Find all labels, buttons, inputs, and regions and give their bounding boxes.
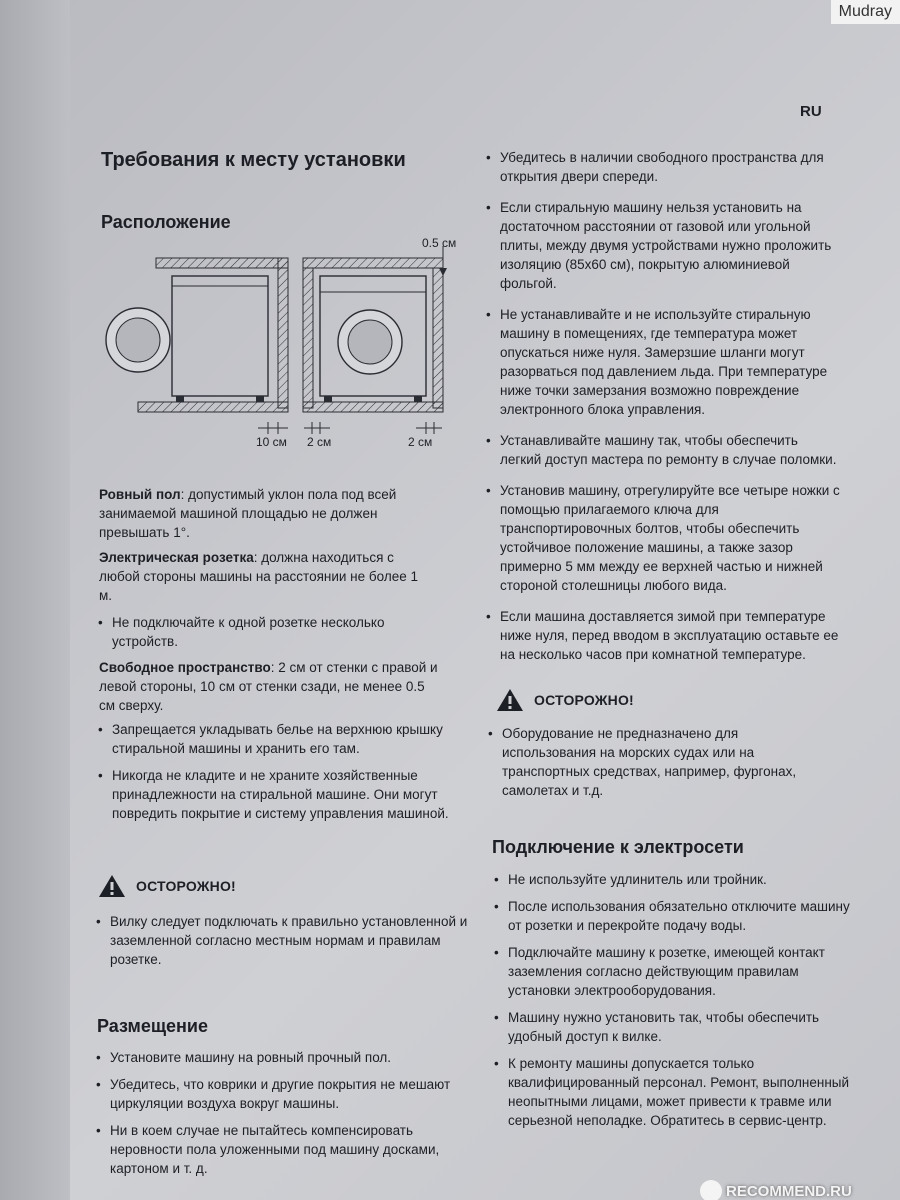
placement-bullets bbox=[92, 1048, 472, 1186]
list-item: • Установите машину на ровный прочный пол. bbox=[92, 1048, 472, 1067]
recommend-logo-icon bbox=[700, 1180, 722, 1200]
space-requirement bbox=[99, 658, 439, 715]
electrical-bullets bbox=[490, 870, 850, 1138]
list-item: • Машину нужно установить так, чтобы обеспечить удобный доступ к вилке. bbox=[490, 1008, 850, 1046]
clearance-diagram bbox=[98, 230, 478, 460]
list-item: • Ни в коем случае не пытайтесь компенсировать неровности пола уложенными под машину досками, картоном и т. д. bbox=[92, 1121, 472, 1178]
list-item: • Не используйте удлинитель или тройник. bbox=[490, 870, 850, 889]
list-item: • После использования обязательно отключите машину от розетки и перекройте подачу воды. bbox=[490, 897, 850, 935]
section-heading-electrical: Подключение к электросети bbox=[492, 837, 744, 857]
warning-bullets-right bbox=[484, 724, 824, 808]
dimension-right bbox=[408, 422, 442, 449]
space-label: Свободное пространство bbox=[99, 660, 271, 675]
socket-requirement bbox=[99, 548, 434, 605]
section-heading-location: Расположение bbox=[101, 212, 231, 232]
watermark-top: Mudray bbox=[831, 0, 900, 24]
section-heading-placement: Размещение bbox=[97, 1016, 208, 1036]
list-item: • К ремонту машины допускается только квалифицированный персонал. Ремонт, выполненный неопытными лицами, может привести к травме или серьезной неполадке. Обратитесь в сервис-центр. bbox=[490, 1054, 850, 1130]
dimension-left bbox=[304, 422, 331, 449]
list-item: • Если машина доставляется зимой при температуре ниже нуля, перед вводом в эксплуатацию оставьте ее на несколько часов при комнатной температуре. bbox=[482, 607, 842, 664]
list-item: • Убедитесь в наличии свободного пространства для открытия двери спереди. bbox=[482, 148, 842, 186]
floor-requirement bbox=[99, 485, 419, 542]
list-item: • Установив машину, отрегулируйте все четыре ножки с помощью прилагаемого ключа для транспортировочных болтов, чтобы обеспечить устойчивое положение машины, а также зазор примерно 5 мм между ее верхней частью и нижней стороной столешницы любого вида. bbox=[482, 481, 842, 595]
list-item: • Никогда не кладите и не храните хозяйственные принадлежности на стиральной машине. Они могут повредить покрытие и систему управления машиной. bbox=[94, 766, 464, 823]
watermark-bottom bbox=[700, 1180, 852, 1200]
warning-title-right: ОСТОРОЖНО! bbox=[534, 692, 634, 708]
list-item: • Если стиральную машину нельзя установить на достаточном расстоянии от газовой или угольной плиты, между двумя устройствами нужно проложить изоляцию (85x60 см), покрытую алюминиевой фольгой. bbox=[482, 198, 842, 293]
space-text: : 2 см от стенки с правой и левой стороны, 10 см от стенки сзади, не менее 0.5 см сверху. bbox=[99, 660, 438, 713]
back-gap-label: 10 см bbox=[256, 435, 287, 449]
list-item: • Убедитесь, что коврики и другие покрытия не мешают циркуляции воздуха вокруг машины. bbox=[92, 1075, 472, 1113]
warning-heading-right bbox=[496, 688, 634, 712]
floor-label: Ровный пол bbox=[99, 487, 181, 502]
warning-triangle-icon bbox=[496, 688, 524, 712]
top-gap-label: 0.5 см bbox=[422, 236, 457, 250]
language-marker: RU bbox=[800, 103, 822, 120]
list-item: • Вилку следует подключать к правильно установленной и заземленной согласно местным нормам и правилам розетке. bbox=[92, 912, 472, 969]
right-bullets bbox=[482, 148, 842, 672]
page-fold-shadow bbox=[0, 0, 70, 1200]
warning-triangle-icon bbox=[98, 874, 126, 898]
warning-heading-left bbox=[98, 874, 236, 898]
page-title: Требования к месту установки bbox=[101, 149, 406, 171]
space-bullets bbox=[94, 720, 464, 831]
list-item: • Не устанавливайте и не используйте стиральную машину в помещениях, где температура может опускаться ниже нуля. Замерзшие шланги могут разорваться под давлением льда. При температуре ниже точки замерзания возможно повреждение электронного блока управления. bbox=[482, 305, 842, 419]
front-view bbox=[303, 258, 443, 412]
socket-label: Электрическая розетка bbox=[99, 550, 254, 565]
socket-text: : должна находиться с любой стороны машины на расстоянии не более 1 м. bbox=[99, 550, 418, 603]
list-item: • Подключайте машину к розетке, имеющей контакт заземления согласно действующим правилам установки электрооборудования. bbox=[490, 943, 850, 1000]
list-item: • Оборудование не предназначено для использования на морских судах или на транспортных средствах, например, фургонах, самолетах и т.д. bbox=[484, 724, 824, 800]
list-item: • Запрещается укладывать белье на верхнюю крышку стиральной машины и хранить его там. bbox=[94, 720, 464, 758]
list-item: • Не подключайте к одной розетке несколько устройств. bbox=[94, 613, 434, 651]
right-gap-label: 2 см bbox=[408, 435, 433, 449]
left-gap-label: 2 см bbox=[307, 435, 332, 449]
list-item: • Устанавливайте машину так, чтобы обеспечить легкий доступ мастера по ремонту в случае поломки. bbox=[482, 431, 842, 469]
dimension-back bbox=[256, 422, 288, 449]
warning-title-left: ОСТОРОЖНО! bbox=[136, 878, 236, 894]
floor-text: : допустимый уклон пола под всей занимаемой машиной площадью не должен превышать 1°. bbox=[99, 487, 397, 540]
socket-bullets bbox=[94, 613, 434, 659]
side-view bbox=[106, 258, 288, 412]
warning-bullets-left bbox=[92, 912, 472, 977]
watermark-bottom-text: RECOMMEND.RU bbox=[726, 1182, 852, 1200]
